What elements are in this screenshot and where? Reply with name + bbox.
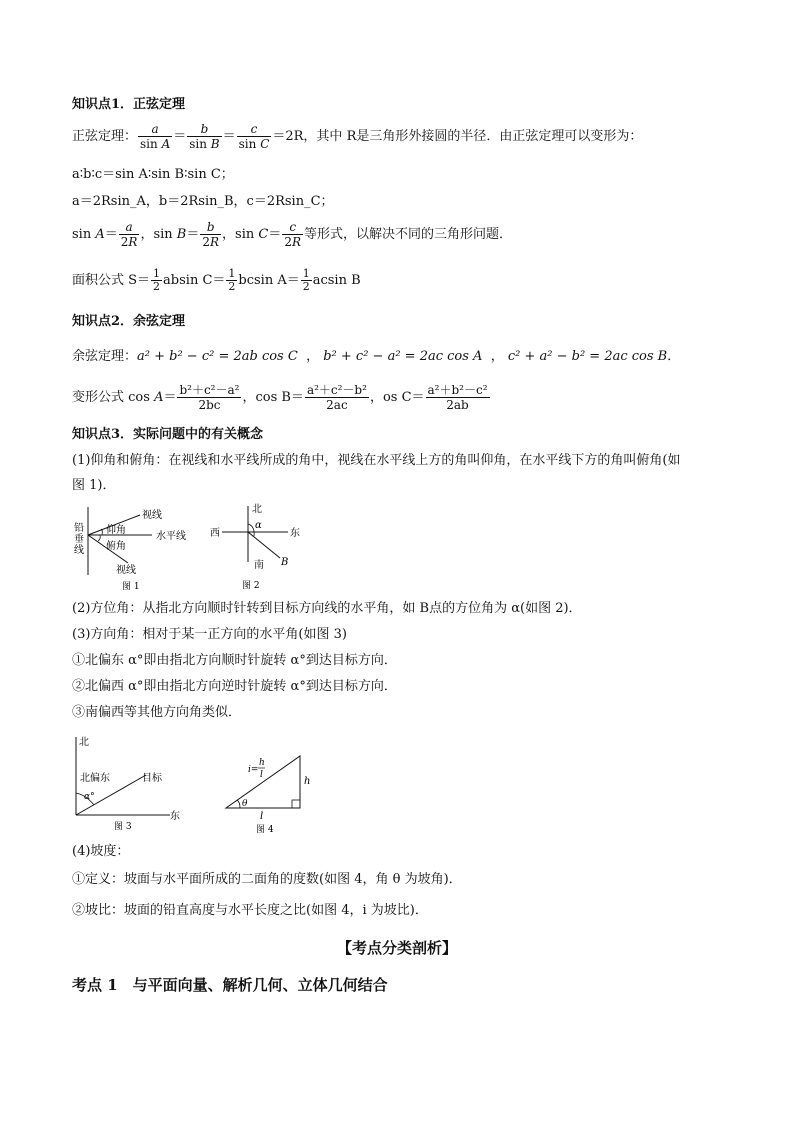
sine-law-label: 正弦定理： (72, 129, 138, 144)
cosine-law-a: a² + b² − c² = 2ab cos C (137, 349, 298, 364)
para-slope: (4)坡度： (72, 844, 130, 859)
para-direction-2: ②北偏西 α°即由指北方向逆时针旋转 α°到达目标方向． (72, 679, 397, 694)
frac-cosA: $\frac{\text{b²＋c²－a²}}{2bc}$ (179, 383, 240, 412)
fig2-north: 北 (252, 504, 262, 515)
fig4-i-num: h (259, 758, 265, 768)
fig1-depression: 俯角 (106, 541, 126, 552)
area-part-2: bcsin A＝ (238, 273, 300, 288)
fig2-caption: 图 2 (242, 581, 260, 591)
cosine-law-line: 余弦定理：a² + b² − c² = 2ab cos C ， b² + c² − a² = 2ac cos A ， c² + a² − b² = 2ac cos B． (72, 349, 681, 364)
fig4-l: l (260, 811, 264, 822)
para-elevation-1: (1)仰角和俯角：在视线和水平线所成的角中，视线在水平线上方的角叫仰角，在水平线下方的角叫俯角(如 (72, 453, 681, 468)
para-slope-ratio: ②坡比：坡面的铅直高度与水平长度之比(如图 4，i 为坡比)． (72, 903, 428, 918)
area-part-3: acsin B (312, 273, 361, 288)
kaodian-title: 考点 1 与平面向量、解析几何、立体几何结合 (72, 976, 388, 994)
fig4-i-den: l (260, 770, 263, 780)
section-heading: 【考点分类剖析】 (336, 939, 457, 957)
frac-cosB: $\frac{\text{a²＋c²－b²}}{2ac}$ (306, 383, 367, 412)
para-direction-1: ①北偏东 α°即由指北方向顺时针旋转 α°到达目标方向． (72, 653, 397, 668)
fig3-dir: 北偏东 (80, 773, 110, 784)
fig3-caption: 图 3 (114, 822, 132, 832)
fig1-plumb-2: 垂 (74, 534, 84, 545)
sine-law-tail: ＝2R，其中 R是三角形外接圆的半径．由正弦定理可以变形为： (272, 129, 643, 144)
fig1-horizontal: 水平线 (156, 531, 186, 542)
frac-b-2R: $\frac{b}{2R}$ (202, 220, 220, 249)
area-label: 面积公式 S＝ (72, 273, 151, 288)
cosine-law-label: 余弦定理： (72, 349, 138, 364)
para-direction-3: ③南偏西等其他方向角类似． (72, 705, 242, 720)
frac-c-sinC: $\frac{c}{\text{sin C}}$ (238, 122, 270, 151)
sin-forms-tail: 等形式，以解决不同的三角形问题． (304, 227, 513, 242)
fig1-sight-bottom: 视线 (116, 565, 136, 576)
para-bearing: (2)方位角：从指北方向顺时针转到目标方向线的水平角，如 B点的方位角为 α(如图 2)． (72, 601, 582, 616)
sine-ratio: a∶b∶c＝sin A∶sin B∶sin C； (72, 167, 234, 182)
fig2-alpha: α (255, 520, 262, 531)
sine-forms: a＝2Rsin_A，b＝2Rsin_B，c＝2Rsin_C； (72, 194, 334, 209)
figure-1 (70, 505, 205, 597)
fig3-east: 东 (170, 811, 180, 822)
fig1-elevation: 仰角 (106, 525, 126, 536)
frac-a-sinA: $\frac{a}{\text{sin A}}$ (140, 122, 171, 151)
fig4-i-label: i= (248, 765, 259, 775)
fig2-west: 西 (210, 528, 220, 539)
fig1-plumb-3: 线 (74, 545, 84, 556)
frac-b-sinB: $\frac{b}{\text{sin B}}$ (189, 122, 220, 151)
fig1-plumb-1: 铅 (74, 523, 84, 534)
figure-4 (220, 748, 320, 840)
sine-law-line: 正弦定理： $\frac{a}{\text{sin A}}$ ＝ $\frac{b}{\text{sin B}}$ ＝ $\frac{c}{\text{sin C}}$ ＝2R，其中 R是三角形外接圆的半径．由正弦定理可以变形为： (72, 122, 643, 151)
fig2-point-b: B (281, 557, 289, 568)
fig1-caption: 图 1 (122, 582, 140, 592)
fig1-sight-top: 视线 (142, 510, 162, 521)
cosine-law-b: b² + c² − a² = 2ac cos A (323, 349, 483, 364)
frac-c-2R: $\frac{c}{2R}$ (284, 220, 302, 249)
section-title-cosine-law: 知识点2．余弦定理 (72, 314, 186, 329)
fig3-north: 北 (79, 737, 89, 748)
fig4-caption: 图 4 (256, 825, 274, 835)
fig2-south: 南 (254, 560, 264, 571)
area-part-1: absin C＝ (163, 273, 226, 288)
figure-2 (208, 502, 308, 598)
para-direction: (3)方向角：相对于某一正方向的水平角(如图 3) (72, 627, 347, 642)
fig4-h: h (304, 776, 311, 787)
frac-cosC: $\frac{\text{a²＋b²－c²}}{2ab}$ (427, 383, 488, 412)
area-formula: 面积公式 S＝ $\frac{1}{2}$ absin C＝ $\frac{1}{2}$ bcsin A＝ $\frac{1}{2}$ acsin B (72, 267, 361, 293)
para-elevation-2: 图 1)． (72, 478, 116, 493)
sin-forms-line: sin A＝ $\frac{a}{2R}$ ，sin B＝ $\frac{b}{2R}$ ，sin C＝ $\frac{c}{2R}$ 等形式，以解决不同的三角形问题． (72, 220, 513, 249)
cosine-variant-line: 变形公式 cos A＝ $\frac{\text{b²＋c²－a²}}{2bc}$ ，cos B＝ $\frac{\text{a²＋c²－b²}}{2ac}$ ，os C＝ $\frac{\text{a²＋b²－c²}}{2ab}$ (72, 383, 488, 412)
cosine-variant-label: 变形公式 cos (72, 390, 150, 405)
fig3-target: 目标 (142, 773, 162, 784)
para-slope-def: ①定义：坡面与水平面所成的二面角的度数(如图 4，角 θ 为坡角)． (72, 872, 462, 887)
figure-3 (66, 733, 191, 837)
frac-a-2R: $\frac{a}{2R}$ (120, 220, 138, 249)
cosine-law-c: c² + a² − b² = 2ac cos B (507, 349, 668, 364)
section-title-sine-law: 知识点1．正弦定理 (72, 97, 186, 112)
fig2-east: 东 (290, 528, 300, 539)
fig3-alpha: α° (84, 792, 95, 802)
section-title-concepts: 知识点3．实际问题中的有关概念 (72, 427, 264, 442)
fig4-theta: θ (242, 799, 248, 809)
